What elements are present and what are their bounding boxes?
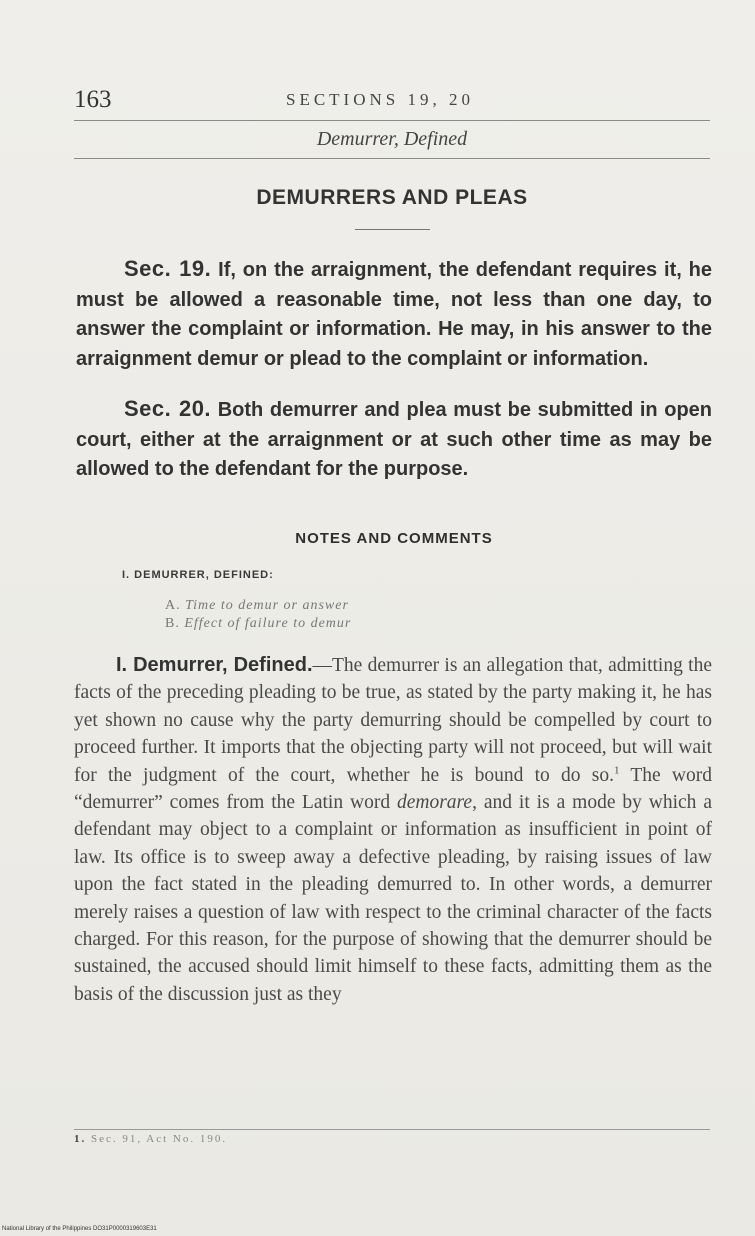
- title-rule: [355, 229, 430, 230]
- toc-heading: I. DEMURRER, DEFINED:: [122, 569, 274, 581]
- notes-title: NOTES AND COMMENTS: [295, 530, 493, 547]
- running-header: [74, 86, 710, 118]
- body-paragraph: [74, 652, 712, 1008]
- footnote-text: Sec. 91, Act No. 190.: [91, 1133, 228, 1145]
- toc-item-letter: A.: [165, 598, 181, 613]
- subheading: Demurrer, Defined: [316, 128, 468, 150]
- section-19-label: Sec. 19.: [124, 256, 212, 281]
- header-rule-top: [74, 120, 710, 121]
- section-20-paragraph: [76, 394, 712, 485]
- footnote-number: 1.: [74, 1133, 87, 1145]
- toc-item-title: Time to demur or answer: [185, 598, 349, 613]
- toc-item-letter: B.: [165, 616, 180, 631]
- footnote-reference: 1: [613, 764, 620, 777]
- chapter-title: DEMURRERS AND PLEAS: [256, 186, 528, 209]
- toc-item: [165, 616, 351, 632]
- body-lead: I. Demurrer, Defined.: [116, 654, 313, 676]
- scan-credit: National Library of the Philippines DO31P0000319603E31: [2, 1226, 157, 1232]
- page-number: 163: [74, 86, 112, 113]
- toc-item-title: Effect of failure to demur: [184, 616, 352, 631]
- toc-item: [165, 598, 349, 614]
- body-text-3: , and it is a mode by which a defendant may object to a complaint or information as insufficient in point of law. Its office is to sweep away a defective pleading, by raising issues of law upon the fact stated in the pleading demurred to. In other words, a demurrer merely raises a question of law with respect to the criminal character of the facts charged. For this reason, for the purpose of showing that the demurrer should be sustained, the accused should limit himself to these facts, admitting them as the basis of the discussion just as they: [74, 792, 712, 1005]
- footnote-rule: [74, 1129, 710, 1130]
- body-text-2: The word “demurrer” comes from the Latin word: [74, 764, 712, 814]
- header-rule-bottom: [74, 158, 710, 159]
- footnote: [74, 1133, 227, 1145]
- body-text-1: —The demurrer is an allegation that, admitting the facts of the preceding pleading to be true, as stated by the party making it, he has yet shown no cause why the party demurring should be compelled by court to proceed further. It imports that the objecting party will not proceed, but will wait for the judgment of the court, whether he is bound to do so.: [74, 655, 712, 786]
- section-20-label: Sec. 20.: [124, 396, 212, 421]
- latin-word: demorare: [396, 792, 473, 814]
- section-20-text: Both demurrer and plea must be submitted in open court, either at the arraignment or at such other time as may be allowed to the defendant for the purpose.: [76, 399, 713, 480]
- section-19-paragraph: [76, 254, 712, 374]
- section-19-text: If, on the arraignment, the defendant requires it, he must be allowed a reasonable time, not less than one day, to answer the complaint or information. He may, in his answer to the arraignment demur or plead to the complaint or information.: [76, 259, 713, 370]
- section-heading: SECTIONS 19, 20: [286, 90, 474, 109]
